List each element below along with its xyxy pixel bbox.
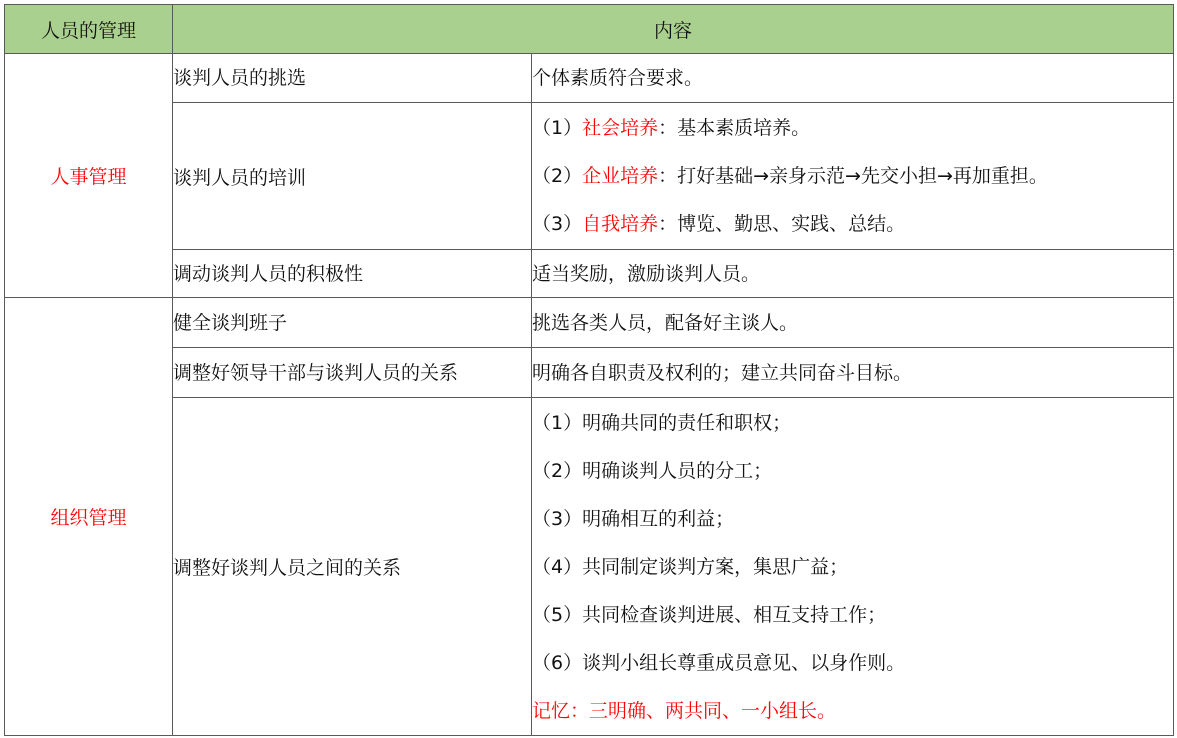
content-team-building: 挑选各类人员，配备好主谈人。 [532,298,1174,348]
relations-line-5: （5）共同检查谈判进展、相互支持工作； [532,603,887,626]
training-line-3: （3）自我培养：博览、勤思、实践、总结。 [532,213,906,235]
table-row [5,250,1174,298]
highlight-enterprise-training: 企业培养 [582,165,659,187]
table-row [5,103,1174,250]
training-line-2: （2）企业培养：打好基础→亲身示范→先交小担→再加重担。 [532,165,1048,187]
content-training [532,103,1174,250]
table-header-row [5,5,1174,54]
header-personnel-management: 人员的管理 [5,5,173,54]
content-motivation: 适当奖励，激励谈判人员。 [532,250,1174,298]
content-leader-relations: 明确各自职责及权利的；建立共同奋斗目标。 [532,348,1174,398]
table-row [5,298,1174,348]
relations-line-6: （6）谈判小组长尊重成员意见、以身作则。 [532,651,906,674]
highlight-self-training: 自我培养 [582,213,659,235]
training-line-1: （1）社会培养：基本素质培养。 [532,117,811,139]
memory-tip: 记忆：三明确、两共同、一小组长。 [532,699,837,722]
item-team-building: 健全谈判班子 [173,298,532,348]
personnel-management-table [4,4,1174,736]
item-training: 谈判人员的培训 [173,103,532,250]
category-personnel-affairs: 人事管理 [5,54,173,298]
relations-line-4: （4）共同制定谈判方案，集思广益； [532,555,849,578]
item-motivation: 调动谈判人员的积极性 [173,250,532,298]
item-leader-relations: 调整好领导干部与谈判人员的关系 [173,348,532,398]
content-member-relations [532,398,1174,736]
item-member-relations: 调整好谈判人员之间的关系 [173,398,532,736]
content-selection: 个体素质符合要求。 [532,54,1174,103]
category-organization: 组织管理 [5,298,173,736]
item-selection: 谈判人员的挑选 [173,54,532,103]
relations-line-3: （3）明确相互的利益； [532,507,735,530]
table-row [5,54,1174,103]
table-row [5,348,1174,398]
relations-line-2: （2）明确谈判人员的分工； [532,459,773,482]
header-content: 内容 [173,5,1174,54]
relations-line-1: （1）明确共同的责任和职权； [532,411,792,434]
highlight-social-training: 社会培养 [582,117,659,139]
table-row [5,398,1174,736]
